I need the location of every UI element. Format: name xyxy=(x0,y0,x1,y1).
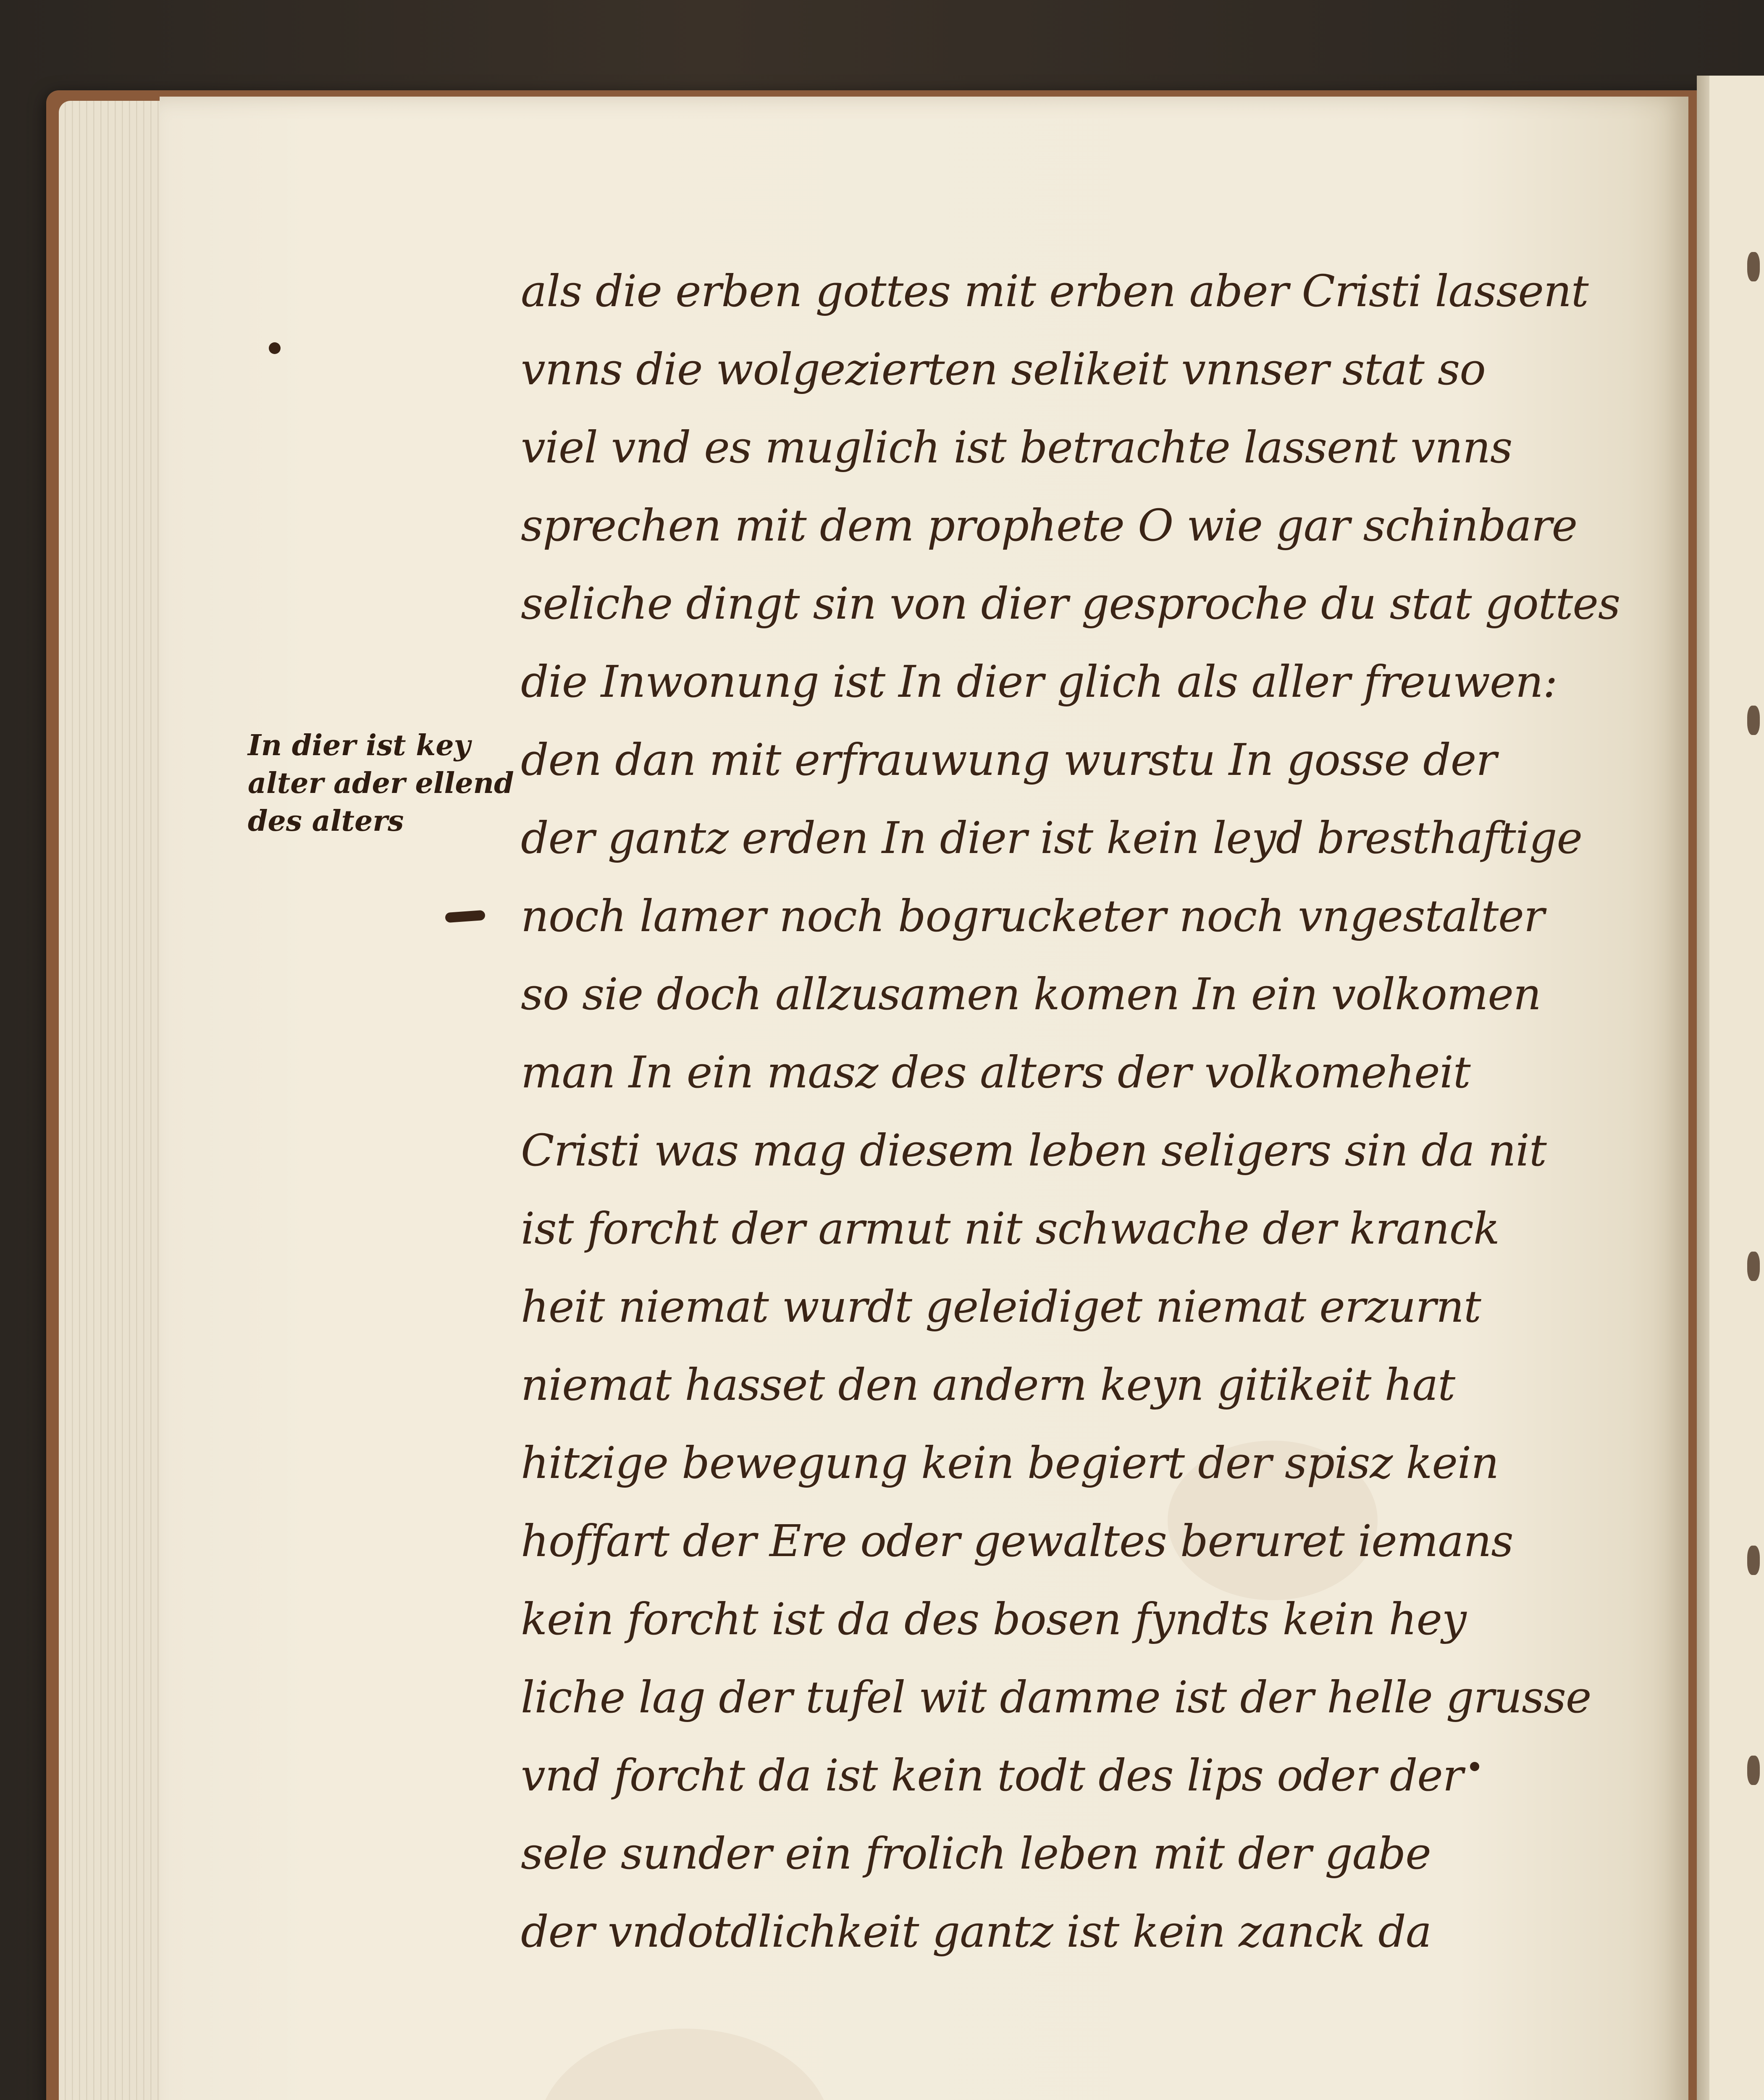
facing-page-ink xyxy=(1747,1546,1760,1575)
facing-page-ink xyxy=(1747,1252,1760,1281)
marginal-note xyxy=(248,727,533,840)
marginal-note-line: alter ader ellend xyxy=(248,766,514,800)
facing-page-ink xyxy=(1747,252,1760,281)
text-line: als die erben gottes mit erben aber Cristi lassent xyxy=(521,265,1588,317)
text-line: seliche dingt sin von dier gesproche du stat gottes xyxy=(521,578,1620,629)
text-line: noch lamer noch bogrucketer noch vngestalter xyxy=(521,890,1544,942)
text-line: sprechen mit dem prophete O wie gar schinbare xyxy=(521,500,1578,551)
text-line: hitzige bewegung kein begiert der spisz kein xyxy=(521,1437,1499,1488)
paper-stain xyxy=(538,2029,832,2100)
marginal-note-line: In dier ist key xyxy=(248,729,471,762)
text-line: heit niemat wurdt geleidiget niemat erzurnt xyxy=(521,1281,1481,1332)
page-edges xyxy=(59,101,168,2100)
text-line: Cristi was mag diesem leben seligers sin da nit xyxy=(521,1125,1546,1176)
text-line: kein forcht ist da des bosen fyndts kein hey xyxy=(521,1593,1466,1645)
main-text-block xyxy=(521,252,1620,1971)
facing-page-strip xyxy=(1709,76,1764,2100)
text-line: ist forcht der armut nit schwache der kranck xyxy=(521,1203,1499,1254)
text-line: hoffart der Ere oder gewaltes beruret iemans xyxy=(521,1515,1513,1567)
text-line: die Inwonung ist In dier glich als aller freuwen: xyxy=(521,656,1557,707)
text-line: niemat hasset den andern keyn gitikeit hat xyxy=(521,1359,1455,1410)
facing-page-ink xyxy=(1747,1756,1760,1785)
text-line: so sie doch allzusamen komen In ein volkomen xyxy=(521,969,1541,1020)
text-line: man In ein masz des alters der volkomeheit xyxy=(521,1047,1470,1098)
text-line: viel vnd es muglich ist betrachte lassent vnns xyxy=(521,422,1512,473)
marginal-note-line: des alters xyxy=(248,804,404,838)
text-line: liche lag der tufel wit damme ist der helle grusse xyxy=(521,1672,1591,1723)
text-line: vnns die wolgezierten selikeit vnnser stat so xyxy=(521,344,1486,395)
margin-dot-mark xyxy=(269,342,281,354)
text-line: den dan mit erfrauwung wurstu In gosse der xyxy=(521,734,1496,785)
text-line: der gantz erden In dier ist kein leyd bresthaftige xyxy=(521,812,1582,864)
facing-page-ink xyxy=(1747,706,1760,735)
text-line: sele sunder ein frolich leben mit der gabe xyxy=(521,1828,1431,1879)
facing-page-edge xyxy=(1697,76,1764,2100)
text-line: der vndotdlichkeit gantz ist kein zanck da xyxy=(521,1906,1431,1957)
text-line: vnd forcht da ist kein todt des lips oder der xyxy=(521,1750,1463,1801)
